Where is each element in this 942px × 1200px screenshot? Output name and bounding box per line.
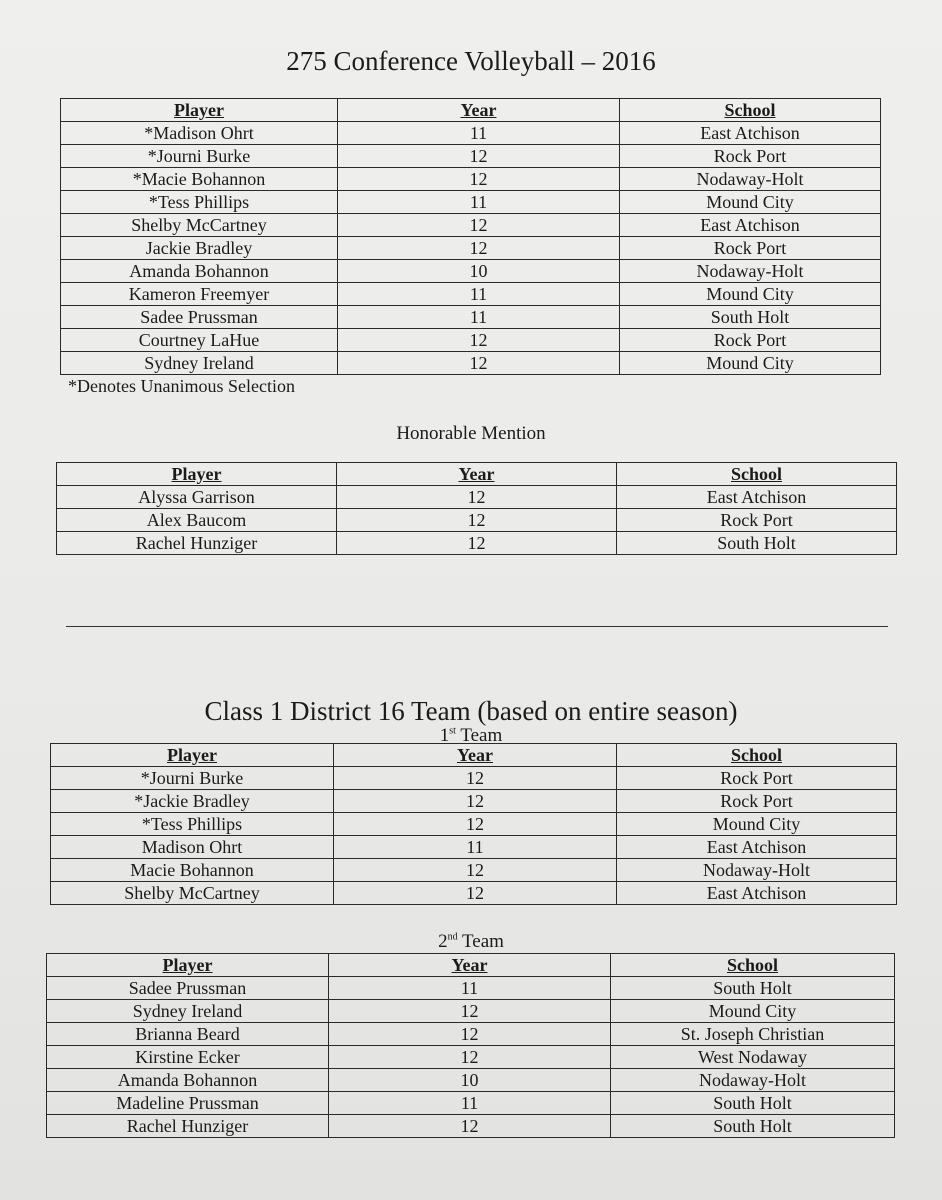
table-row — [51, 859, 897, 882]
unanimous-note: *Denotes Unanimous Selection — [68, 376, 295, 396]
table-header-row — [47, 954, 895, 977]
player-cell: Kameron Freemyer — [61, 283, 338, 306]
table-header-row — [57, 463, 897, 486]
player-cell: Rachel Hunziger — [47, 1115, 329, 1138]
table-row — [61, 122, 881, 145]
year-header: Year — [337, 463, 617, 486]
table-row — [47, 1069, 895, 1092]
table-row — [47, 1046, 895, 1069]
first-team-title: 1st Team — [439, 725, 503, 746]
year-cell: 10 — [329, 1069, 611, 1092]
player-cell: Brianna Beard — [47, 1023, 329, 1046]
school-cell: Rock Port — [617, 509, 897, 532]
year-cell: 11 — [338, 191, 620, 214]
table-row — [51, 836, 897, 859]
year-header: Year — [338, 99, 620, 122]
player-cell: Amanda Bohannon — [61, 260, 338, 283]
table-row — [61, 191, 881, 214]
year-header: Year — [334, 744, 617, 767]
school-cell: Rock Port — [620, 237, 881, 260]
year-cell: 12 — [329, 1023, 611, 1046]
player-cell: Rachel Hunziger — [57, 532, 337, 555]
player-cell: Sydney Ireland — [47, 1000, 329, 1023]
table-row — [61, 168, 881, 191]
year-cell: 11 — [329, 1092, 611, 1115]
year-cell: 12 — [334, 790, 617, 813]
year-cell: 11 — [338, 306, 620, 329]
player-cell: Kirstine Ecker — [47, 1046, 329, 1069]
school-cell: Rock Port — [617, 767, 897, 790]
school-cell: Nodaway-Holt — [620, 260, 881, 283]
table-row — [61, 352, 881, 375]
school-cell: South Holt — [620, 306, 881, 329]
player-cell: *Madison Ohrt — [61, 122, 338, 145]
year-cell: 11 — [338, 122, 620, 145]
table-row — [61, 145, 881, 168]
second-team-table — [46, 953, 895, 1138]
table-row — [51, 767, 897, 790]
school-cell: East Atchison — [617, 882, 897, 905]
player-cell: Jackie Bradley — [61, 237, 338, 260]
year-cell: 12 — [334, 859, 617, 882]
player-cell: *Tess Phillips — [51, 813, 334, 836]
player-cell: Sydney Ireland — [61, 352, 338, 375]
player-cell: *Journi Burke — [61, 145, 338, 168]
first-team-table — [50, 743, 897, 905]
player-header: Player — [47, 954, 329, 977]
school-header: School — [620, 99, 881, 122]
table-row — [47, 1000, 895, 1023]
table-row — [57, 486, 897, 509]
school-cell: South Holt — [617, 532, 897, 555]
player-cell: Alyssa Garrison — [57, 486, 337, 509]
table-row — [61, 329, 881, 352]
school-cell: Mound City — [617, 813, 897, 836]
player-cell: Alex Baucom — [57, 509, 337, 532]
year-cell: 12 — [329, 1115, 611, 1138]
table-row — [61, 260, 881, 283]
table-row — [57, 509, 897, 532]
table-row — [61, 283, 881, 306]
school-cell: East Atchison — [620, 214, 881, 237]
year-cell: 12 — [329, 1000, 611, 1023]
school-cell: Nodaway-Holt — [611, 1069, 895, 1092]
second-team-title: 2nd Team — [438, 931, 504, 952]
player-cell: Sadee Prussman — [47, 977, 329, 1000]
year-cell: 11 — [334, 836, 617, 859]
section-divider — [66, 626, 888, 627]
year-cell: 12 — [338, 168, 620, 191]
player-header: Player — [57, 463, 337, 486]
year-cell: 12 — [338, 237, 620, 260]
school-header: School — [611, 954, 895, 977]
player-header: Player — [61, 99, 338, 122]
school-cell: Rock Port — [620, 329, 881, 352]
school-cell: South Holt — [611, 1115, 895, 1138]
year-cell: 12 — [338, 145, 620, 168]
year-header: Year — [329, 954, 611, 977]
year-cell: 12 — [334, 882, 617, 905]
school-cell: East Atchison — [617, 836, 897, 859]
table-row — [51, 882, 897, 905]
conference-table — [60, 98, 881, 375]
school-cell: West Nodaway — [611, 1046, 895, 1069]
school-cell: Rock Port — [620, 145, 881, 168]
table-row — [61, 214, 881, 237]
school-cell: East Atchison — [617, 486, 897, 509]
school-header: School — [617, 463, 897, 486]
player-cell: Amanda Bohannon — [47, 1069, 329, 1092]
year-cell: 12 — [337, 486, 617, 509]
year-cell: 12 — [334, 767, 617, 790]
school-cell: Mound City — [620, 191, 881, 214]
table-header-row — [51, 744, 897, 767]
table-row — [61, 237, 881, 260]
player-cell: Courtney LaHue — [61, 329, 338, 352]
table-row — [51, 813, 897, 836]
player-cell: *Tess Phillips — [61, 191, 338, 214]
year-cell: 12 — [337, 532, 617, 555]
honorable-mention-title: Honorable Mention — [396, 423, 546, 444]
player-cell: Madison Ohrt — [51, 836, 334, 859]
player-cell: *Macie Bohannon — [61, 168, 338, 191]
conference-title: 275 Conference Volleyball – 2016 — [286, 46, 656, 76]
table-row — [47, 977, 895, 1000]
table-row — [51, 790, 897, 813]
table-row — [57, 532, 897, 555]
year-cell: 10 — [338, 260, 620, 283]
school-cell: St. Joseph Christian — [611, 1023, 895, 1046]
player-cell: Sadee Prussman — [61, 306, 338, 329]
table-row — [47, 1092, 895, 1115]
school-cell: Nodaway-Holt — [617, 859, 897, 882]
year-cell: 12 — [338, 329, 620, 352]
year-cell: 12 — [338, 214, 620, 237]
year-cell: 11 — [329, 977, 611, 1000]
player-header: Player — [51, 744, 334, 767]
player-cell: *Journi Burke — [51, 767, 334, 790]
year-cell: 11 — [338, 283, 620, 306]
year-cell: 12 — [329, 1046, 611, 1069]
year-cell: 12 — [337, 509, 617, 532]
school-cell: South Holt — [611, 1092, 895, 1115]
school-cell: South Holt — [611, 977, 895, 1000]
district-title: Class 1 District 16 Team (based on entire season) — [204, 696, 738, 726]
school-cell: Mound City — [620, 283, 881, 306]
player-cell: Shelby McCartney — [51, 882, 334, 905]
table-row — [47, 1023, 895, 1046]
table-header-row — [61, 99, 881, 122]
school-cell: Nodaway-Holt — [620, 168, 881, 191]
table-row — [47, 1115, 895, 1138]
school-cell: Mound City — [620, 352, 881, 375]
player-cell: Madeline Prussman — [47, 1092, 329, 1115]
school-cell: Mound City — [611, 1000, 895, 1023]
table-row — [61, 306, 881, 329]
year-cell: 12 — [338, 352, 620, 375]
honorable-mention-table — [56, 462, 897, 555]
year-cell: 12 — [334, 813, 617, 836]
player-cell: Macie Bohannon — [51, 859, 334, 882]
player-cell: *Jackie Bradley — [51, 790, 334, 813]
player-cell: Shelby McCartney — [61, 214, 338, 237]
school-header: School — [617, 744, 897, 767]
school-cell: Rock Port — [617, 790, 897, 813]
school-cell: East Atchison — [620, 122, 881, 145]
